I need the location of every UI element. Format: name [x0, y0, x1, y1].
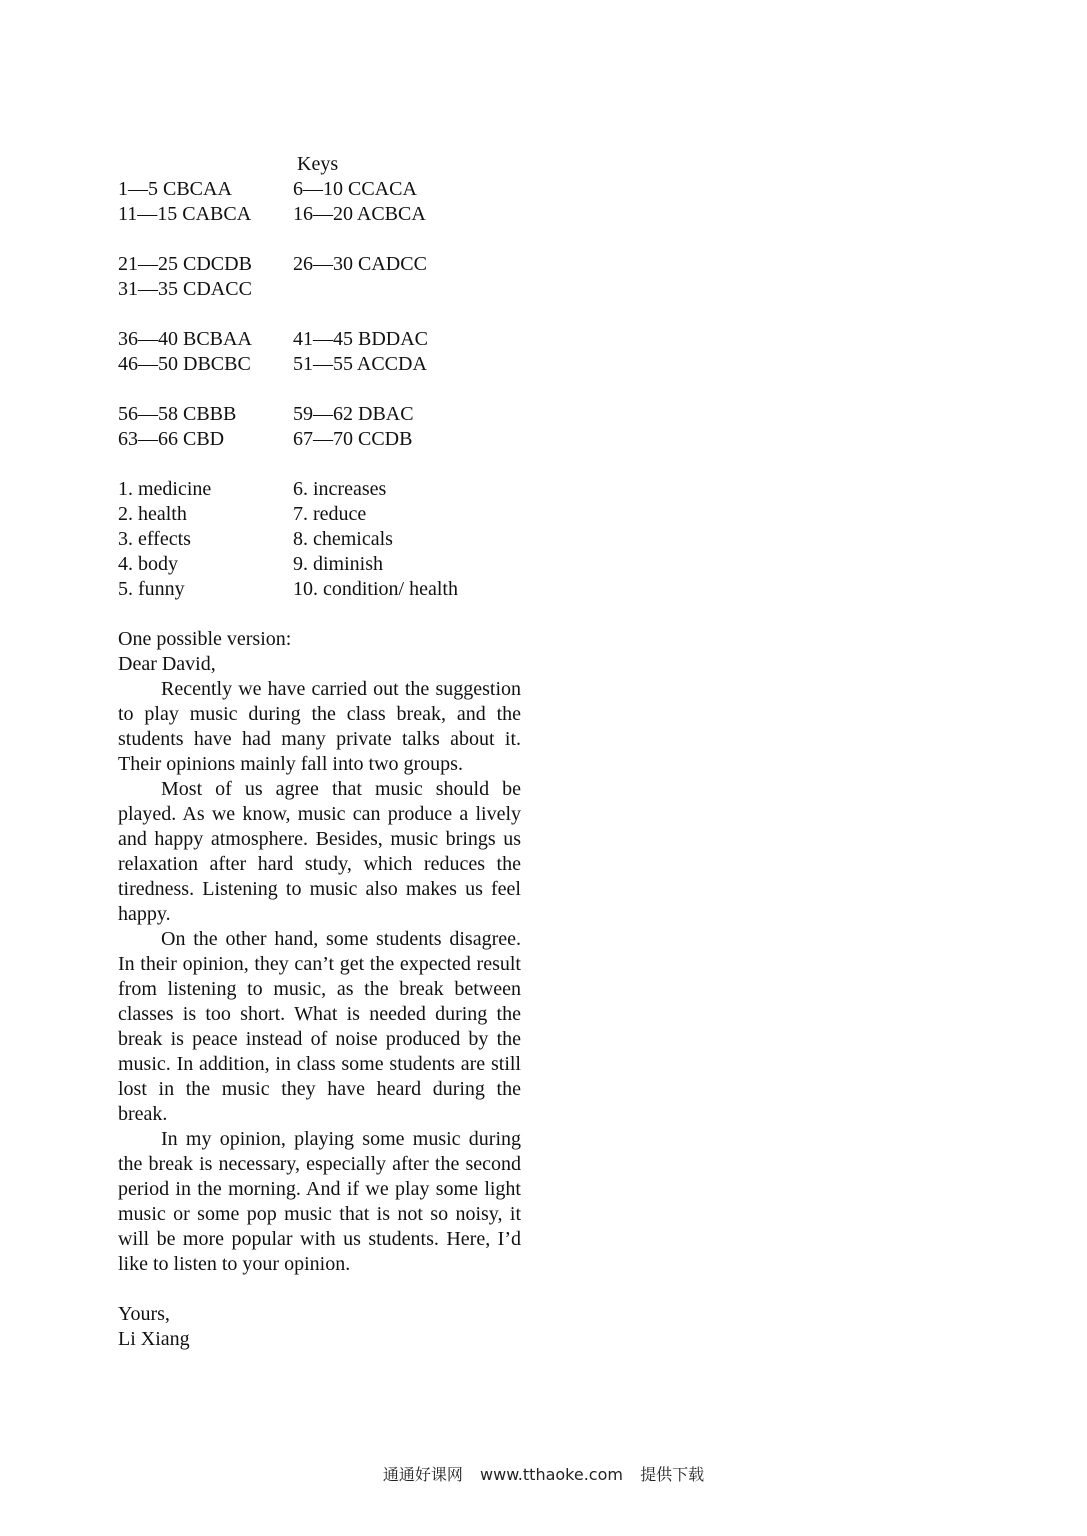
key-cell-left: 1—5 CBCAA: [118, 178, 232, 200]
page-footer: [0, 1462, 1087, 1487]
key-cell-right: 9. diminish: [293, 553, 384, 575]
key-row: [118, 177, 458, 202]
footer-suffix: 提供下载: [640, 1465, 705, 1484]
footer-url[interactable]: www.tthaoke.com: [480, 1465, 623, 1484]
letter-intro: One possible version:: [118, 628, 292, 650]
key-cell-left: 21—25 CDCDB: [118, 253, 252, 275]
keys-heading: Keys: [297, 153, 339, 175]
key-cell-right: 8. chemicals: [293, 528, 393, 550]
key-cell-right: 26—30 CADCC: [293, 253, 427, 275]
letter-paragraph: In my opinion, playing some music during the break is necessary, especially after the second period in the morning. And if we play some light music or some pop music that is not so noisy, it will be more popular with us students. Here, I’d like to listen to your opinion.: [118, 1128, 521, 1275]
key-cell-left: 3. effects: [118, 528, 191, 550]
key-cell-left: 1. medicine: [118, 478, 212, 500]
key-cell-left: 4. body: [118, 553, 178, 575]
answer-keys-grid: [118, 177, 458, 602]
key-cell-left: 56—58 CBBB: [118, 403, 237, 425]
key-cell-right: 6. increases: [293, 478, 387, 500]
key-cell-left: 36—40 BCBAA: [118, 328, 252, 350]
key-row: [118, 477, 458, 502]
key-cell-right: 59—62 DBAC: [293, 403, 414, 425]
key-row: [118, 552, 458, 577]
letter-signature: Li Xiang: [118, 1328, 190, 1350]
key-row: [118, 252, 458, 277]
key-cell-left: 11—15 CABCA: [118, 203, 252, 225]
key-cell-right: 16—20 ACBCA: [293, 203, 426, 225]
key-row: [118, 377, 458, 402]
key-cell-right: 67—70 CCDB: [293, 428, 413, 450]
key-cell-right: 6—10 CCACA: [293, 178, 417, 200]
key-cell-left: 63—66 CBD: [118, 428, 225, 450]
key-row: [118, 327, 458, 352]
key-cell-right: 10. condition/ health: [293, 578, 458, 600]
key-row: [118, 427, 458, 452]
key-cell-right: 7. reduce: [293, 503, 367, 525]
footer-site-name: 通通好课网: [382, 1465, 463, 1484]
letter-closing: Yours,: [118, 1303, 170, 1325]
letter-paragraph: On the other hand, some students disagree. In their opinion, they can’t get the expected result from listening to music, as the break between classes is too short. What is needed during the break is peace instead of noise produced by the music. In addition, in class some students are still lost in the music they have heard during the break.: [118, 928, 521, 1125]
letter-salutation: Dear David,: [118, 653, 216, 675]
key-row: [118, 227, 458, 252]
key-cell-right: 51—55 ACCDA: [293, 353, 427, 375]
key-row: [118, 402, 458, 427]
key-row: [118, 527, 458, 552]
key-row: [118, 202, 458, 227]
key-row: [118, 352, 458, 377]
key-row: [118, 577, 458, 602]
key-cell-left: 31—35 CDACC: [118, 278, 252, 300]
sample-letter: [118, 627, 521, 1352]
key-row: [118, 277, 458, 302]
key-row: [118, 502, 458, 527]
key-cell-left: 46—50 DBCBC: [118, 353, 251, 375]
letter-paragraph: Recently we have carried out the suggestion to play music during the class break, and the students have had many private talks about it. Their opinions mainly fall into two groups.: [118, 678, 521, 775]
key-row: [118, 302, 458, 327]
key-cell-left: 2. health: [118, 503, 187, 525]
key-row: [118, 452, 458, 477]
key-cell-right: 41—45 BDDAC: [293, 328, 429, 350]
letter-paragraph: Most of us agree that music should be played. As we know, music can produce a lively and happy atmosphere. Besides, music brings us relaxation after hard study, which reduces the tiredness. Listening to music also makes us feel happy.: [118, 778, 521, 925]
key-cell-left: 5. funny: [118, 578, 185, 600]
